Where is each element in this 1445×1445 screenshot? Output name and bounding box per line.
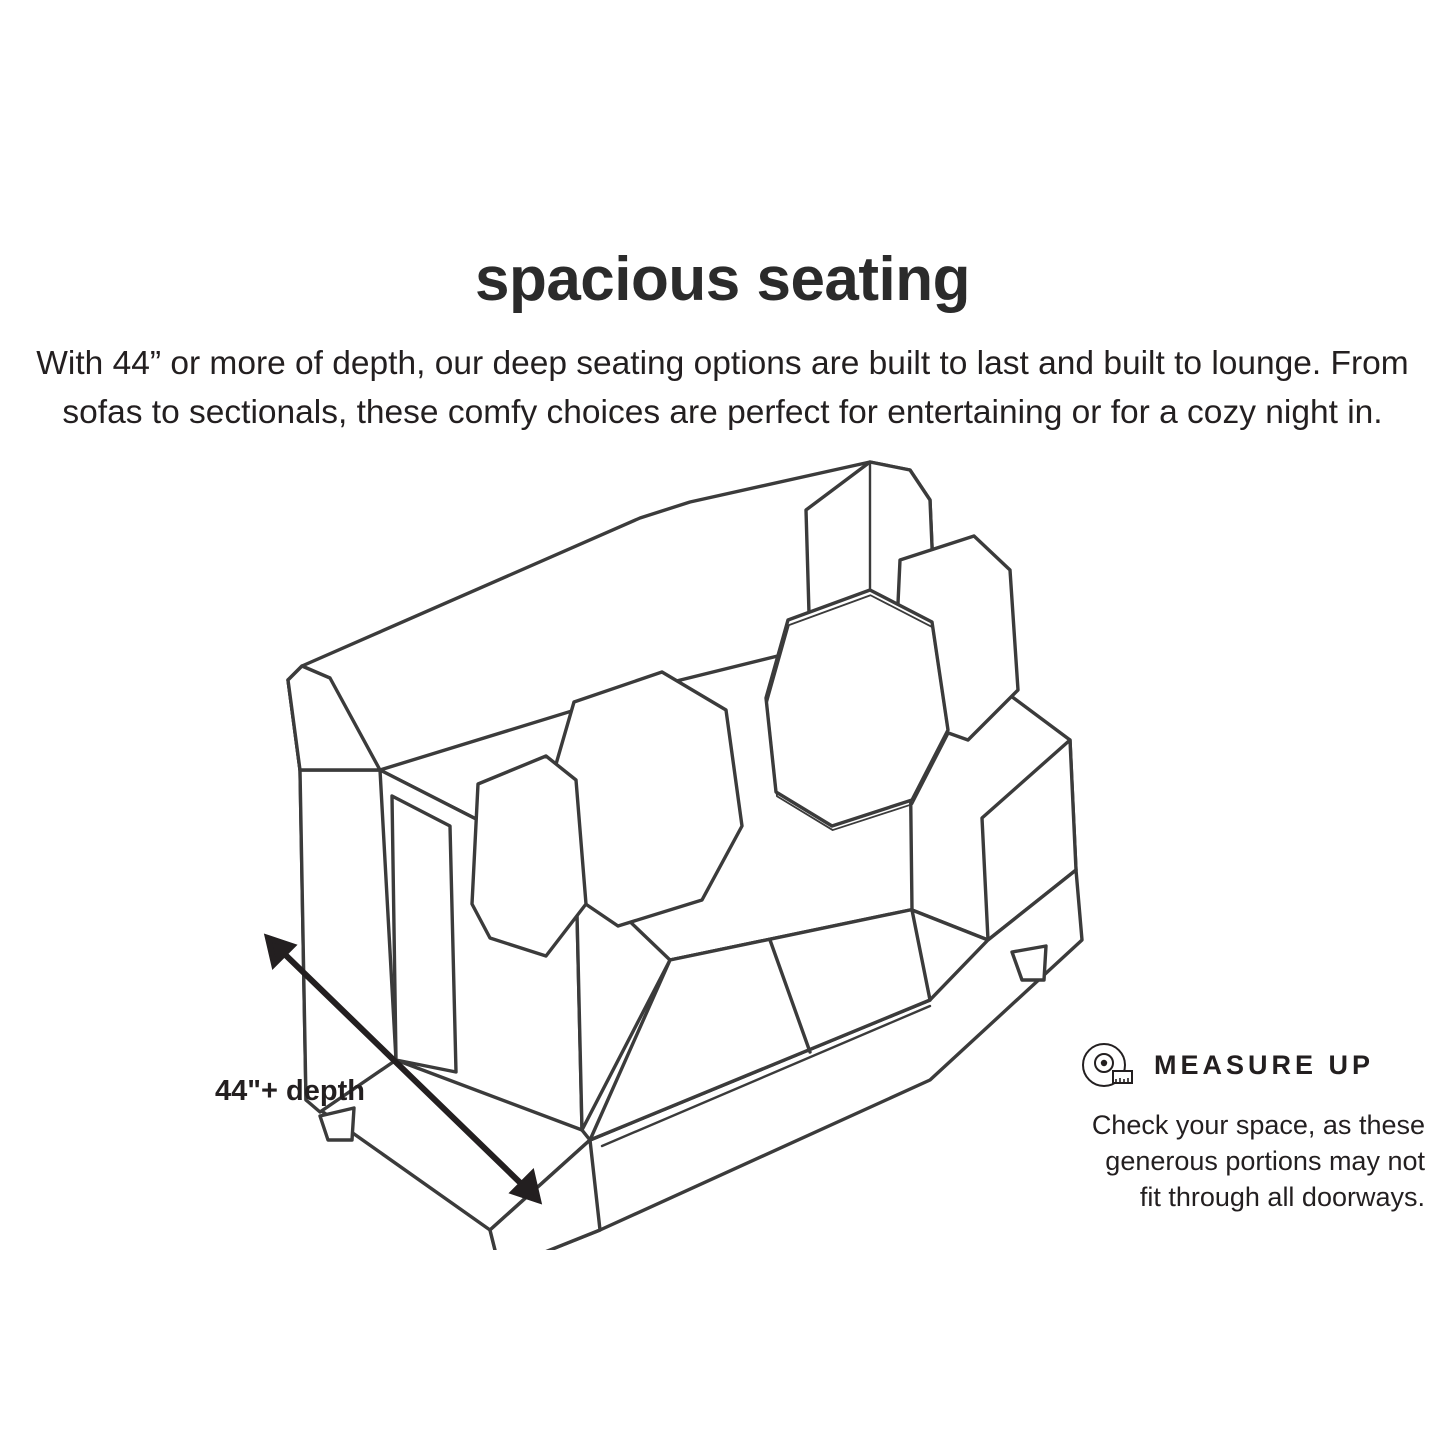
deep-seating-sofa-line-drawing [170, 440, 1120, 1250]
page-title: spacious seating [474, 245, 971, 314]
depth-dimension-label: 44"+ depth [215, 1075, 365, 1107]
description-text: With 44” or more of depth, our deep seating options are built to last and built to lounge. From sofas to sectionals, these comfy choices are perfect for entertaining or for a cozy night in. [36, 345, 1409, 431]
tape-measure-icon [1080, 1035, 1140, 1095]
measure-up-title: MEASURE UP [1154, 1049, 1375, 1080]
measure-up-callout [1080, 1030, 1425, 1216]
measure-up-note: Check your space, as these generous portions may not fit through all doorways. [1091, 1110, 1425, 1212]
